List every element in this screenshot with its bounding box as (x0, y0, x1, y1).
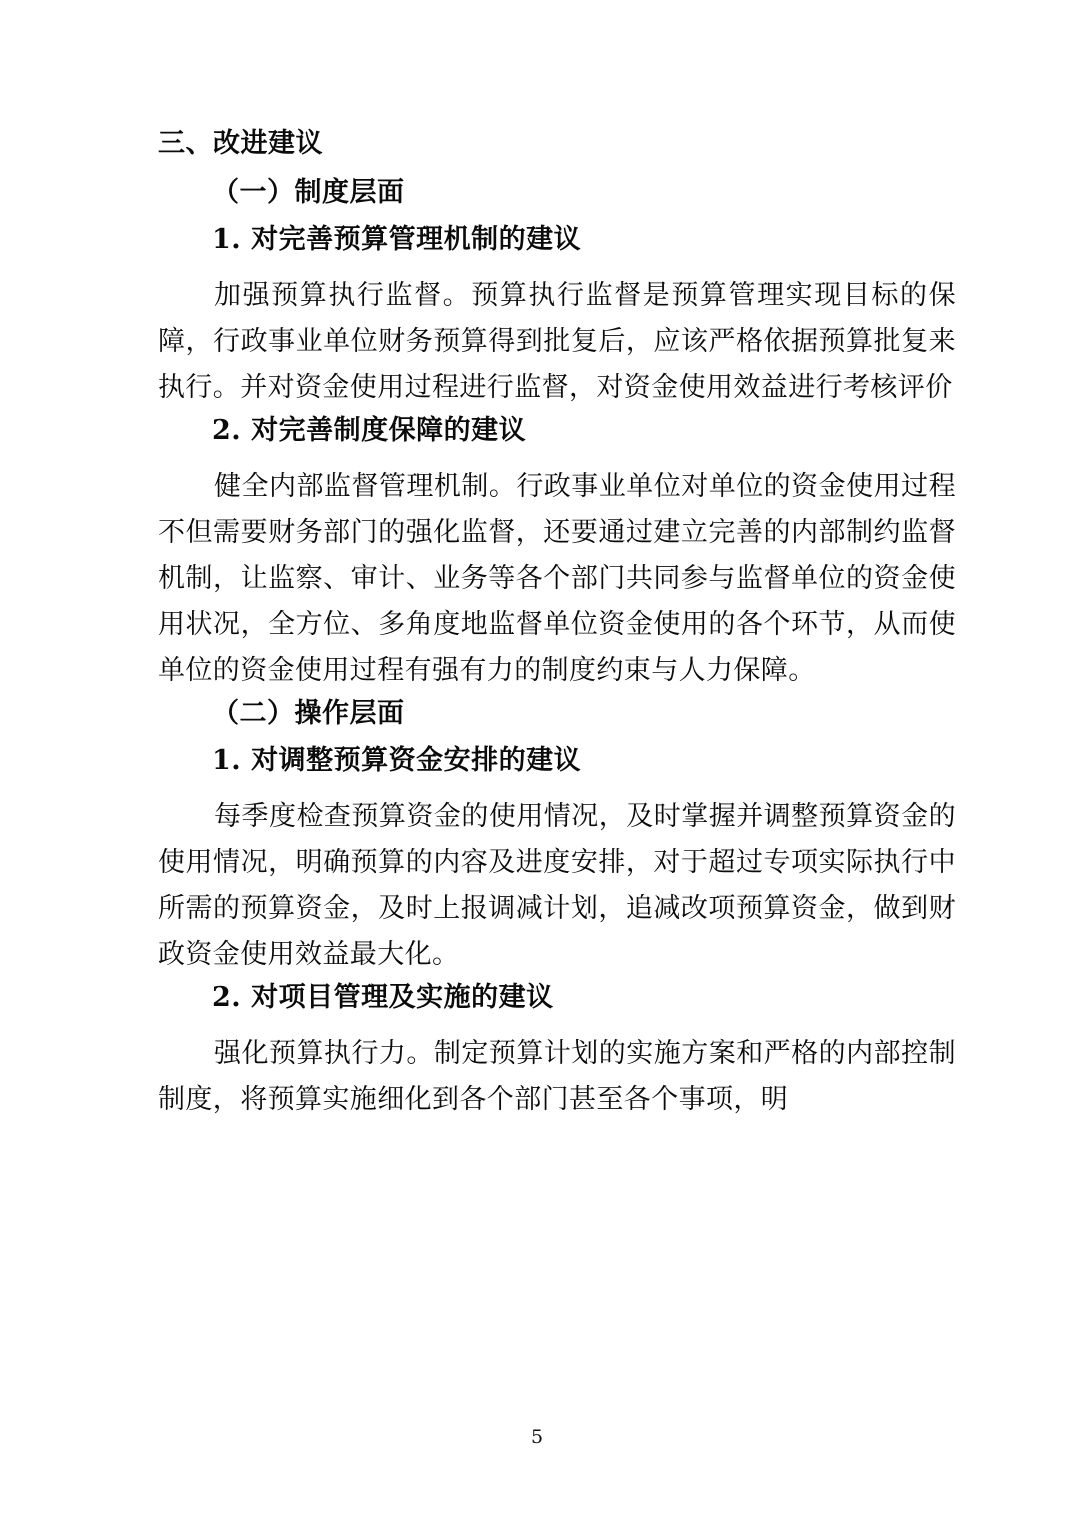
paragraph-budget-execution-supervision: 加强预算执行监督。预算执行监督是预算管理实现目标的保障，行政事业单位财务预算得到批复后，应该严格依据预算批复来执行。并对资金使用过程进行监督，对资金使用效益进行考核评价 (158, 280, 956, 403)
item-heading-budget-fund-arrangement: 1. 对调整预算资金安排的建议 (212, 745, 582, 776)
paragraph-quarterly-budget-review: 每季度检查预算资金的使用情况，及时掌握并调整预算资金的使用情况，明确预算的内容及进度安排，对于超过专项实际执行中所需的预算资金，及时上报调减计划，追减改项预算资金，做到财政资金使用效益最大化。 (158, 801, 956, 970)
subsection-heading-institutional-level: （一）制度层面 (212, 177, 405, 208)
item-heading-budget-management-mechanism: 1. 对完善预算管理机制的建议 (212, 224, 582, 255)
page-number: 5 (530, 1426, 544, 1448)
item-heading-project-management: 2. 对项目管理及实施的建议 (212, 982, 554, 1013)
item-heading-institutional-guarantee: 2. 对完善制度保障的建议 (212, 415, 527, 446)
subsection-heading-operational-level: （二）操作层面 (212, 698, 405, 729)
section-heading-improvement-suggestions: 三、改进建议 (158, 128, 323, 159)
paragraph-internal-supervision-mechanism: 健全内部监督管理机制。行政事业单位对单位的资金使用过程不但需要财务部门的强化监督，还要通过建立完善的内部制约监督机制，让监察、审计、业务等各个部门共同参与监督单位的资金使用状况，全方位、多角度地监督单位资金使用的各个环节，从而使单位的资金使用过程有强有力的制度约束与人力保障。 (158, 471, 956, 686)
paragraph-budget-execution-strengthening: 强化预算执行力。制定预算计划的实施方案和严格的内部控制制度，将预算实施细化到各个部门甚至各个事项，明 (158, 1038, 956, 1115)
document-body (158, 130, 956, 1123)
